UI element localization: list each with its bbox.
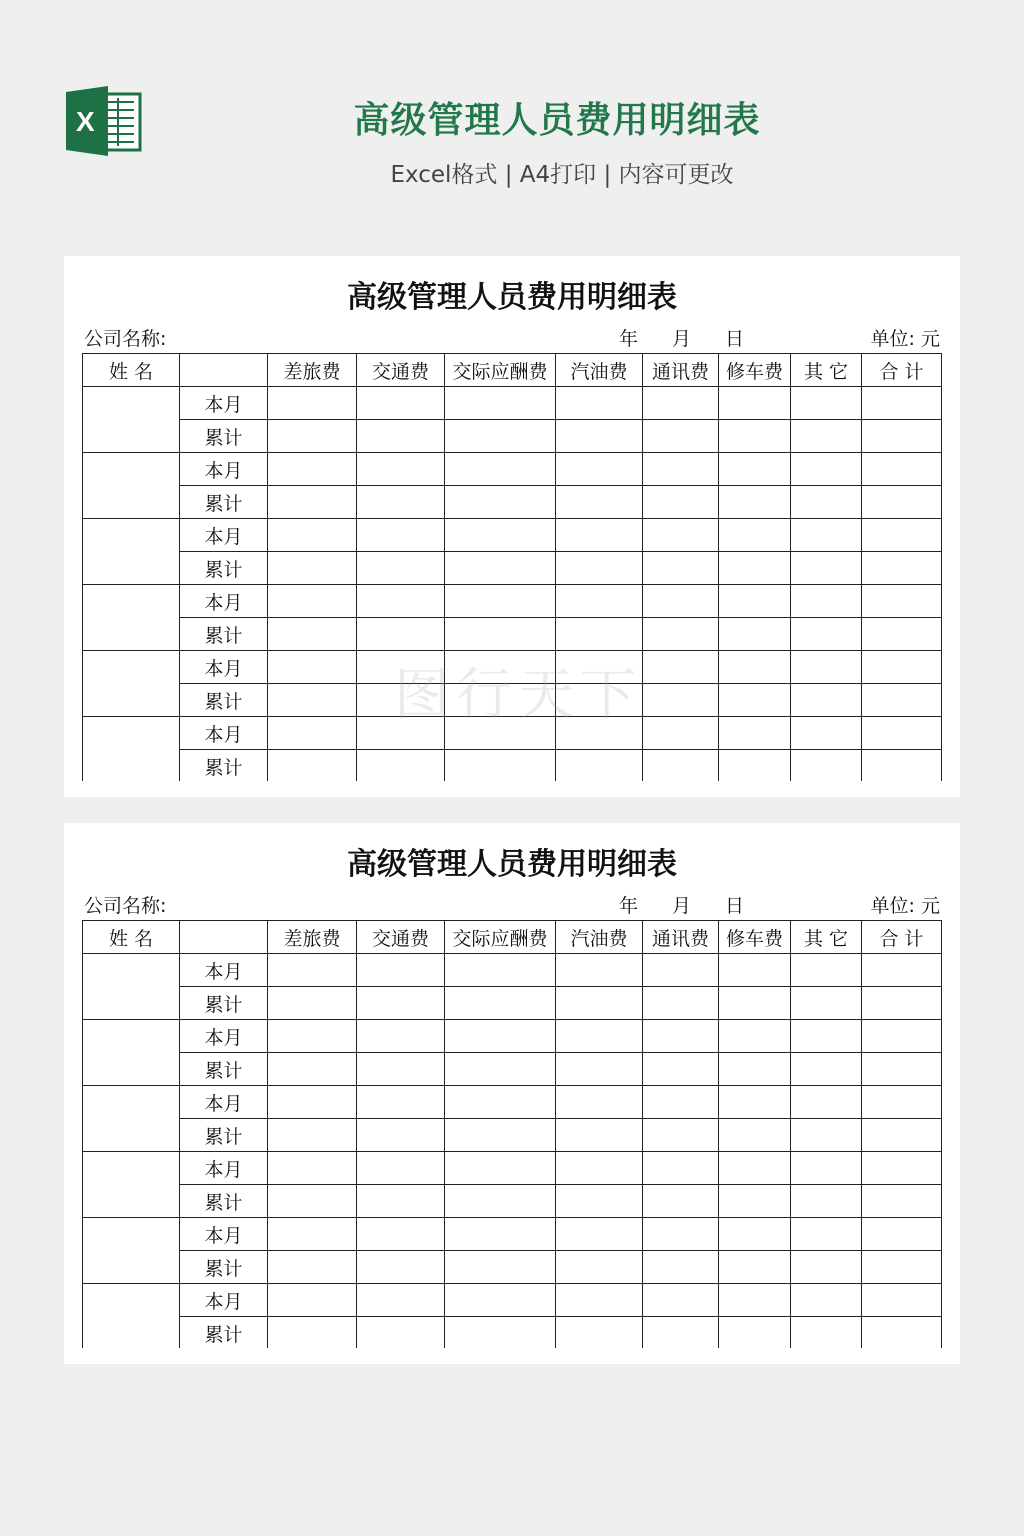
expense-cell[interactable] xyxy=(643,1251,719,1284)
expense-cell[interactable] xyxy=(791,750,862,782)
expense-cell[interactable] xyxy=(556,1152,643,1185)
expense-cell[interactable] xyxy=(445,1053,556,1086)
expense-cell[interactable] xyxy=(268,1119,357,1152)
expense-cell[interactable] xyxy=(719,1185,791,1218)
expense-cell[interactable] xyxy=(268,420,357,453)
expense-cell[interactable] xyxy=(862,1185,942,1218)
name-cell[interactable] xyxy=(83,519,180,585)
table-row xyxy=(83,1152,942,1185)
expense-cell[interactable] xyxy=(643,1218,719,1251)
expense-cell[interactable] xyxy=(862,1317,942,1349)
expense-cell[interactable] xyxy=(556,1218,643,1251)
column-header: 交通费 xyxy=(357,354,445,387)
row-label: 累计 xyxy=(180,750,268,782)
expense-cell[interactable] xyxy=(556,387,643,420)
expense-cell[interactable] xyxy=(791,387,862,420)
expense-cell[interactable] xyxy=(556,618,643,651)
header-row xyxy=(83,921,942,954)
expense-cell[interactable] xyxy=(556,717,643,750)
expense-cell[interactable] xyxy=(268,1185,357,1218)
expense-cell[interactable] xyxy=(791,1119,862,1152)
table-row xyxy=(83,1218,942,1251)
expense-cell[interactable] xyxy=(556,1086,643,1119)
table-row xyxy=(83,1317,942,1349)
expense-cell[interactable] xyxy=(445,717,556,750)
expense-cell[interactable] xyxy=(445,1152,556,1185)
day-label: 日 xyxy=(725,895,745,917)
expense-cell[interactable] xyxy=(556,453,643,486)
expense-cell[interactable] xyxy=(643,486,719,519)
company-label: 公司名称: xyxy=(84,895,167,917)
expense-cell[interactable] xyxy=(719,1251,791,1284)
expense-cell[interactable] xyxy=(357,1317,445,1349)
table-row xyxy=(83,1086,942,1119)
expense-cell[interactable] xyxy=(556,1185,643,1218)
expense-cell[interactable] xyxy=(643,420,719,453)
expense-cell[interactable] xyxy=(445,750,556,782)
expense-cell[interactable] xyxy=(643,1020,719,1053)
row-label: 本月 xyxy=(180,1086,268,1119)
expense-cell[interactable] xyxy=(862,717,942,750)
expense-cell[interactable] xyxy=(791,519,862,552)
expense-cell[interactable] xyxy=(862,420,942,453)
day-label: 日 xyxy=(725,328,745,350)
name-cell[interactable] xyxy=(83,387,180,453)
expense-cell[interactable] xyxy=(556,651,643,684)
expense-cell[interactable] xyxy=(719,684,791,717)
expense-cell[interactable] xyxy=(643,585,719,618)
table-row xyxy=(83,1119,942,1152)
row-label: 本月 xyxy=(180,1152,268,1185)
table-row xyxy=(83,717,942,750)
expense-cell[interactable] xyxy=(268,1086,357,1119)
expense-cell[interactable] xyxy=(719,618,791,651)
expense-cell[interactable] xyxy=(719,585,791,618)
expense-cell[interactable] xyxy=(791,618,862,651)
expense-cell[interactable] xyxy=(445,651,556,684)
expense-cell[interactable] xyxy=(862,1086,942,1119)
expense-cell[interactable] xyxy=(445,1251,556,1284)
expense-cell[interactable] xyxy=(643,954,719,987)
expense-cell[interactable] xyxy=(719,486,791,519)
row-label: 累计 xyxy=(180,987,268,1020)
table-row xyxy=(83,1251,942,1284)
sheet-title: 高级管理人员费用明细表 xyxy=(347,847,677,882)
expense-cell[interactable] xyxy=(268,1317,357,1349)
expense-cell[interactable] xyxy=(268,585,357,618)
expense-cell[interactable] xyxy=(357,1251,445,1284)
row-label: 本月 xyxy=(180,717,268,750)
expense-cell[interactable] xyxy=(719,1284,791,1317)
expense-cell[interactable] xyxy=(445,552,556,585)
column-header xyxy=(180,921,268,954)
expense-cell[interactable] xyxy=(556,1020,643,1053)
expense-cell[interactable] xyxy=(357,552,445,585)
expense-cell[interactable] xyxy=(357,1119,445,1152)
row-label: 本月 xyxy=(180,585,268,618)
expense-cell[interactable] xyxy=(268,387,357,420)
expense-cell[interactable] xyxy=(357,618,445,651)
expense-cell[interactable] xyxy=(268,987,357,1020)
column-header: 姓 名 xyxy=(83,354,180,387)
expense-cell[interactable] xyxy=(791,684,862,717)
row-label: 累计 xyxy=(180,1251,268,1284)
expense-cell[interactable] xyxy=(862,486,942,519)
expense-cell[interactable] xyxy=(862,453,942,486)
name-cell[interactable] xyxy=(83,453,180,519)
sheet-preview-1 xyxy=(64,256,960,797)
expense-cell[interactable] xyxy=(556,486,643,519)
expense-cell[interactable] xyxy=(862,618,942,651)
expense-cell[interactable] xyxy=(791,1284,862,1317)
expense-cell[interactable] xyxy=(643,1053,719,1086)
column-header: 修车费 xyxy=(719,921,791,954)
expense-cell[interactable] xyxy=(791,585,862,618)
expense-cell[interactable] xyxy=(268,1284,357,1317)
expense-cell[interactable] xyxy=(719,1086,791,1119)
expense-cell[interactable] xyxy=(357,519,445,552)
column-header: 差旅费 xyxy=(268,921,357,954)
table-row xyxy=(83,552,942,585)
expense-cell[interactable] xyxy=(556,750,643,782)
table-row xyxy=(83,954,942,987)
expense-cell[interactable] xyxy=(268,684,357,717)
unit-label: 单位: 元 xyxy=(870,895,940,917)
expense-cell[interactable] xyxy=(357,750,445,782)
row-label: 本月 xyxy=(180,1218,268,1251)
expense-cell[interactable] xyxy=(357,486,445,519)
name-cell[interactable] xyxy=(83,954,180,1020)
expense-cell[interactable] xyxy=(719,453,791,486)
row-label: 本月 xyxy=(180,453,268,486)
expense-cell[interactable] xyxy=(791,1218,862,1251)
expense-cell[interactable] xyxy=(643,387,719,420)
expense-cell[interactable] xyxy=(643,519,719,552)
expense-cell[interactable] xyxy=(268,750,357,782)
expense-cell[interactable] xyxy=(719,1020,791,1053)
expense-cell[interactable] xyxy=(791,1317,862,1349)
expense-cell[interactable] xyxy=(268,954,357,987)
expense-cell[interactable] xyxy=(357,420,445,453)
expense-cell[interactable] xyxy=(791,1020,862,1053)
expense-cell[interactable] xyxy=(643,1152,719,1185)
expense-cell[interactable] xyxy=(556,1251,643,1284)
expense-cell[interactable] xyxy=(357,1284,445,1317)
expense-table xyxy=(82,920,942,1348)
column-header: 其 它 xyxy=(791,921,862,954)
column-header: 汽油费 xyxy=(556,354,643,387)
expense-cell[interactable] xyxy=(357,954,445,987)
expense-cell[interactable] xyxy=(719,954,791,987)
expense-cell[interactable] xyxy=(556,519,643,552)
expense-cell[interactable] xyxy=(556,684,643,717)
row-label: 本月 xyxy=(180,651,268,684)
expense-cell[interactable] xyxy=(556,987,643,1020)
expense-cell[interactable] xyxy=(862,1284,942,1317)
expense-cell[interactable] xyxy=(719,1218,791,1251)
column-header: 通讯费 xyxy=(643,354,719,387)
sheet-title: 高级管理人员费用明细表 xyxy=(347,280,677,315)
expense-cell[interactable] xyxy=(791,1086,862,1119)
expense-cell[interactable] xyxy=(357,684,445,717)
table-row xyxy=(83,618,942,651)
expense-cell[interactable] xyxy=(643,750,719,782)
expense-cell[interactable] xyxy=(862,684,942,717)
expense-cell[interactable] xyxy=(357,651,445,684)
expense-cell[interactable] xyxy=(643,684,719,717)
expense-cell[interactable] xyxy=(445,1317,556,1349)
row-label: 累计 xyxy=(180,552,268,585)
column-header: 汽油费 xyxy=(556,921,643,954)
column-header: 交际应酬费 xyxy=(445,354,556,387)
row-label: 本月 xyxy=(180,519,268,552)
table-row xyxy=(83,1284,942,1317)
expense-cell[interactable] xyxy=(862,519,942,552)
expense-cell[interactable] xyxy=(719,420,791,453)
page-header xyxy=(0,0,1024,230)
expense-cell[interactable] xyxy=(791,552,862,585)
year-label: 年 xyxy=(619,895,639,917)
expense-cell[interactable] xyxy=(357,717,445,750)
name-cell[interactable] xyxy=(83,1152,180,1218)
expense-cell[interactable] xyxy=(445,987,556,1020)
expense-cell[interactable] xyxy=(643,987,719,1020)
header-row xyxy=(83,354,942,387)
expense-cell[interactable] xyxy=(791,420,862,453)
name-cell[interactable] xyxy=(83,585,180,651)
row-label: 本月 xyxy=(180,954,268,987)
expense-cell[interactable] xyxy=(791,651,862,684)
expense-cell[interactable] xyxy=(643,1119,719,1152)
expense-cell[interactable] xyxy=(445,585,556,618)
expense-cell[interactable] xyxy=(268,453,357,486)
table-row xyxy=(83,420,942,453)
table-row xyxy=(83,987,942,1020)
expense-cell[interactable] xyxy=(862,387,942,420)
row-label: 累计 xyxy=(180,1053,268,1086)
column-header: 差旅费 xyxy=(268,354,357,387)
name-cell[interactable] xyxy=(83,1086,180,1152)
expense-cell[interactable] xyxy=(357,1152,445,1185)
expense-cell[interactable] xyxy=(268,717,357,750)
expense-cell[interactable] xyxy=(643,1284,719,1317)
page-subtitle: Excel格式 | A4打印 | 内容可更改 xyxy=(390,162,734,188)
expense-cell[interactable] xyxy=(643,1317,719,1349)
expense-cell[interactable] xyxy=(445,387,556,420)
expense-cell[interactable] xyxy=(719,717,791,750)
expense-cell[interactable] xyxy=(268,1218,357,1251)
expense-cell[interactable] xyxy=(556,552,643,585)
expense-cell[interactable] xyxy=(556,1317,643,1349)
expense-cell[interactable] xyxy=(862,585,942,618)
expense-cell[interactable] xyxy=(556,585,643,618)
expense-cell[interactable] xyxy=(643,1185,719,1218)
sheet-preview-2 xyxy=(64,823,960,1364)
expense-cell[interactable] xyxy=(862,1119,942,1152)
expense-cell[interactable] xyxy=(719,519,791,552)
row-label: 累计 xyxy=(180,420,268,453)
table-row xyxy=(83,519,942,552)
expense-cell[interactable] xyxy=(357,387,445,420)
column-header: 通讯费 xyxy=(643,921,719,954)
row-label: 累计 xyxy=(180,1185,268,1218)
expense-cell[interactable] xyxy=(268,1251,357,1284)
table-row xyxy=(83,684,942,717)
row-label: 本月 xyxy=(180,387,268,420)
unit-label: 单位: 元 xyxy=(870,328,940,350)
expense-cell[interactable] xyxy=(445,1284,556,1317)
expense-cell[interactable] xyxy=(643,717,719,750)
row-label: 累计 xyxy=(180,1317,268,1349)
expense-cell[interactable] xyxy=(862,552,942,585)
date-label xyxy=(619,891,744,918)
expense-cell[interactable] xyxy=(862,651,942,684)
expense-cell[interactable] xyxy=(643,552,719,585)
table-row xyxy=(83,585,942,618)
expense-cell[interactable] xyxy=(862,750,942,782)
month-label: 月 xyxy=(672,895,692,917)
expense-cell[interactable] xyxy=(791,987,862,1020)
expense-cell[interactable] xyxy=(445,1086,556,1119)
expense-cell[interactable] xyxy=(445,453,556,486)
column-header: 其 它 xyxy=(791,354,862,387)
expense-table-wrapper xyxy=(82,353,942,781)
expense-cell[interactable] xyxy=(862,954,942,987)
expense-cell[interactable] xyxy=(445,1020,556,1053)
row-label: 本月 xyxy=(180,1020,268,1053)
expense-cell[interactable] xyxy=(719,1119,791,1152)
row-label: 累计 xyxy=(180,486,268,519)
expense-cell[interactable] xyxy=(445,1185,556,1218)
column-header: 修车费 xyxy=(719,354,791,387)
row-label: 本月 xyxy=(180,1284,268,1317)
expense-cell[interactable] xyxy=(719,750,791,782)
table-row xyxy=(83,1053,942,1086)
expense-cell[interactable] xyxy=(445,519,556,552)
column-header: 合 计 xyxy=(862,921,942,954)
expense-cell[interactable] xyxy=(791,717,862,750)
expense-cell[interactable] xyxy=(357,585,445,618)
page-title: 高级管理人员费用明细表 xyxy=(353,100,761,141)
expense-cell[interactable] xyxy=(791,1053,862,1086)
table-row xyxy=(83,750,942,782)
watermark: 图行天下 xyxy=(394,663,642,728)
expense-cell[interactable] xyxy=(445,486,556,519)
expense-cell[interactable] xyxy=(862,1020,942,1053)
expense-cell[interactable] xyxy=(719,1152,791,1185)
expense-cell[interactable] xyxy=(643,651,719,684)
expense-cell[interactable] xyxy=(719,651,791,684)
expense-cell[interactable] xyxy=(791,453,862,486)
expense-cell[interactable] xyxy=(556,420,643,453)
expense-cell[interactable] xyxy=(643,453,719,486)
expense-cell[interactable] xyxy=(556,1284,643,1317)
expense-cell[interactable] xyxy=(268,519,357,552)
expense-cell[interactable] xyxy=(862,1218,942,1251)
row-label: 累计 xyxy=(180,618,268,651)
expense-cell[interactable] xyxy=(445,618,556,651)
name-cell[interactable] xyxy=(83,1218,180,1284)
expense-cell[interactable] xyxy=(357,453,445,486)
expense-cell[interactable] xyxy=(357,987,445,1020)
expense-cell[interactable] xyxy=(445,1119,556,1152)
table-row xyxy=(83,486,942,519)
svg-text:X: X xyxy=(76,106,95,137)
expense-table-wrapper xyxy=(82,920,942,1348)
row-label: 累计 xyxy=(180,684,268,717)
expense-cell[interactable] xyxy=(268,1020,357,1053)
expense-cell[interactable] xyxy=(862,1152,942,1185)
column-header: 姓 名 xyxy=(83,921,180,954)
expense-cell[interactable] xyxy=(445,954,556,987)
expense-cell[interactable] xyxy=(268,552,357,585)
expense-cell[interactable] xyxy=(445,420,556,453)
expense-cell[interactable] xyxy=(556,954,643,987)
expense-cell[interactable] xyxy=(862,1053,942,1086)
expense-cell[interactable] xyxy=(643,618,719,651)
name-cell[interactable] xyxy=(83,717,180,782)
expense-cell[interactable] xyxy=(643,1086,719,1119)
name-cell[interactable] xyxy=(83,651,180,717)
year-label: 年 xyxy=(619,328,639,350)
expense-cell[interactable] xyxy=(719,1317,791,1349)
expense-cell[interactable] xyxy=(357,1185,445,1218)
expense-cell[interactable] xyxy=(791,1152,862,1185)
expense-cell[interactable] xyxy=(357,1053,445,1086)
expense-cell[interactable] xyxy=(357,1086,445,1119)
table-row xyxy=(83,1185,942,1218)
column-header xyxy=(180,354,268,387)
table-row xyxy=(83,651,942,684)
expense-cell[interactable] xyxy=(791,954,862,987)
expense-cell[interactable] xyxy=(268,1152,357,1185)
table-row xyxy=(83,453,942,486)
expense-cell[interactable] xyxy=(791,1251,862,1284)
expense-cell[interactable] xyxy=(719,552,791,585)
expense-cell[interactable] xyxy=(357,1020,445,1053)
name-cell[interactable] xyxy=(83,1284,180,1349)
expense-cell[interactable] xyxy=(556,1053,643,1086)
expense-cell[interactable] xyxy=(268,618,357,651)
company-label: 公司名称: xyxy=(84,328,167,350)
expense-cell[interactable] xyxy=(719,387,791,420)
table-row xyxy=(83,1020,942,1053)
expense-cell[interactable] xyxy=(791,486,862,519)
column-header: 交际应酬费 xyxy=(445,921,556,954)
expense-cell[interactable] xyxy=(268,1053,357,1086)
expense-cell[interactable] xyxy=(862,987,942,1020)
expense-cell[interactable] xyxy=(445,1218,556,1251)
expense-cell[interactable] xyxy=(862,1251,942,1284)
expense-cell[interactable] xyxy=(357,1218,445,1251)
expense-cell[interactable] xyxy=(719,1053,791,1086)
expense-cell[interactable] xyxy=(268,486,357,519)
expense-cell[interactable] xyxy=(556,1119,643,1152)
expense-cell[interactable] xyxy=(719,987,791,1020)
expense-cell[interactable] xyxy=(445,684,556,717)
expense-cell[interactable] xyxy=(268,651,357,684)
row-label: 累计 xyxy=(180,1119,268,1152)
name-cell[interactable] xyxy=(83,1020,180,1086)
table-row xyxy=(83,387,942,420)
month-label: 月 xyxy=(672,328,692,350)
expense-table xyxy=(82,353,942,781)
column-header: 合 计 xyxy=(862,354,942,387)
column-header: 交通费 xyxy=(357,921,445,954)
date-label xyxy=(619,324,744,351)
expense-cell[interactable] xyxy=(791,1185,862,1218)
